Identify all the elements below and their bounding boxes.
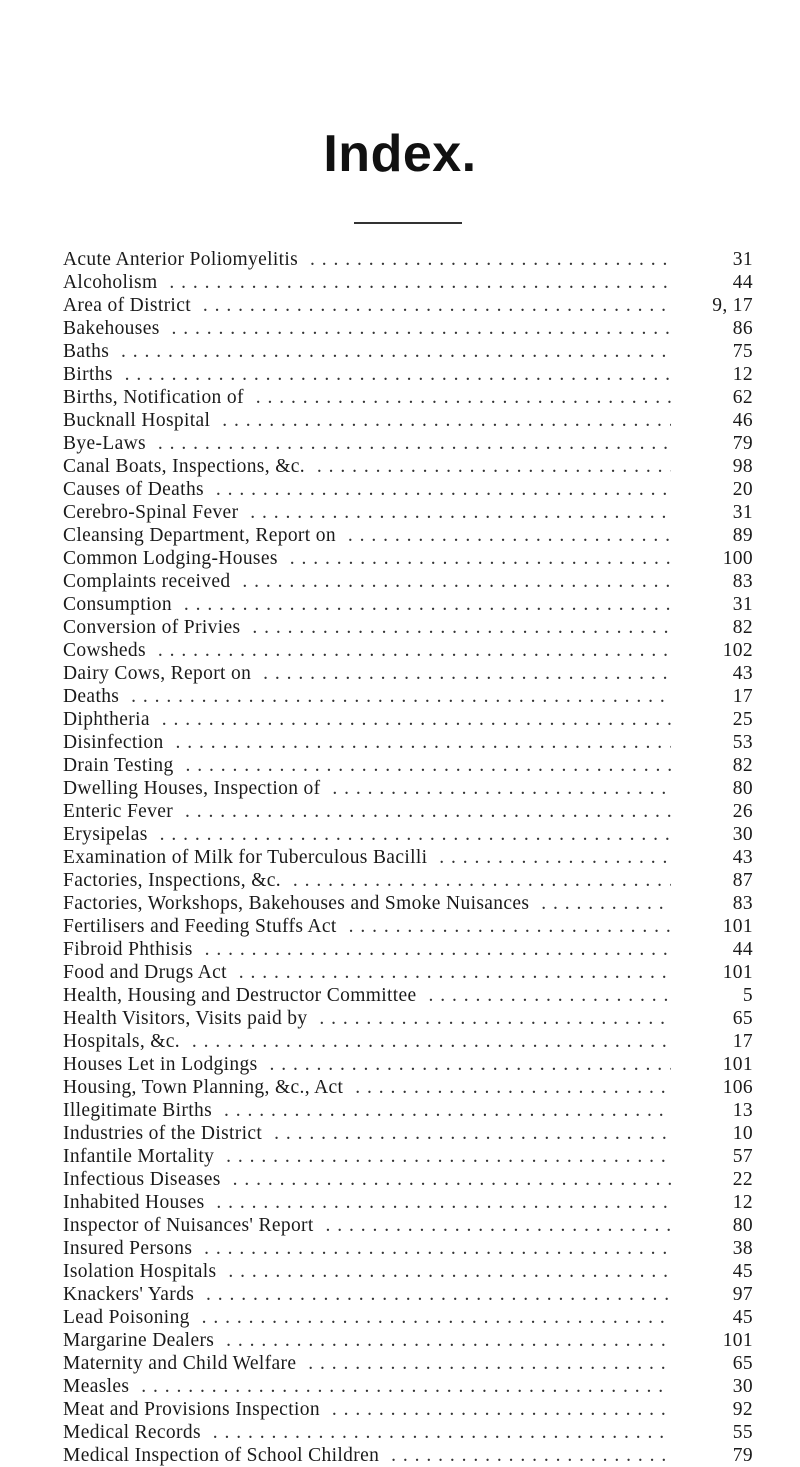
page-number: 12 — [671, 1191, 753, 1214]
index-term: Medical Records — [63, 1422, 207, 1443]
index-entry — [63, 317, 753, 340]
page-number: 83 — [671, 892, 753, 915]
index-entry — [63, 1168, 753, 1191]
dot-leader — [63, 616, 703, 639]
page-number: 44 — [671, 938, 753, 961]
index-term: Fibroid Phthisis — [63, 939, 199, 960]
page-number: 100 — [671, 547, 753, 570]
page-number: 101 — [671, 961, 753, 984]
index-term: Area of District — [63, 295, 197, 316]
index-entry — [63, 1421, 753, 1444]
index-entry — [63, 892, 753, 915]
index-entry — [63, 869, 753, 892]
index-entry — [63, 547, 753, 570]
index-term: Cleansing Department, Report on — [63, 525, 342, 546]
index-term: Complaints received — [63, 571, 236, 592]
index-term: Acute Anterior Poliomyelitis — [63, 249, 304, 270]
dot-leader — [63, 271, 703, 294]
index-term: Examination of Milk for Tuberculous Bacilli — [63, 847, 433, 868]
index-entry — [63, 1122, 753, 1145]
index-term: Baths — [63, 341, 115, 362]
index-term: Cowsheds — [63, 640, 152, 661]
index-entry — [63, 1283, 753, 1306]
page-number: 43 — [671, 846, 753, 869]
index-term: Conversion of Privies — [63, 617, 246, 638]
dot-leader — [63, 1053, 703, 1076]
dot-leader — [63, 961, 703, 984]
index-term: Houses Let in Lodgings — [63, 1054, 264, 1075]
page-number: 62 — [671, 386, 753, 409]
dot-leader — [63, 547, 703, 570]
page-number: 55 — [671, 1421, 753, 1444]
index-entry — [63, 639, 753, 662]
dot-leader — [63, 1260, 703, 1283]
title-rule — [354, 222, 462, 224]
page-number: 10 — [671, 1122, 753, 1145]
index-entry — [63, 662, 753, 685]
index-term: Hospitals, &c. — [63, 1031, 186, 1052]
index-entry — [63, 1237, 753, 1260]
dot-leader — [63, 892, 703, 915]
dot-leader — [63, 1191, 703, 1214]
page-number: 101 — [671, 915, 753, 938]
page-number: 31 — [671, 593, 753, 616]
index-term: Common Lodging-Houses — [63, 548, 284, 569]
index-term: Inhabited Houses — [63, 1192, 211, 1213]
page-number: 82 — [671, 754, 753, 777]
dot-leader — [63, 1444, 703, 1467]
page-number: 25 — [671, 708, 753, 731]
dot-leader — [63, 1283, 703, 1306]
index-term: Drain Testing — [63, 755, 180, 776]
page-number: 82 — [671, 616, 753, 639]
dot-leader — [63, 800, 703, 823]
index-term: Industries of the District — [63, 1123, 268, 1144]
dot-leader — [63, 1099, 703, 1122]
index-term: Bucknall Hospital — [63, 410, 216, 431]
index-entry — [63, 1053, 753, 1076]
dot-leader — [63, 317, 703, 340]
index-term: Causes of Deaths — [63, 479, 210, 500]
index-entry — [63, 340, 753, 363]
dot-leader — [63, 823, 703, 846]
index-entry — [63, 363, 753, 386]
dot-leader — [63, 731, 703, 754]
index-term: Births — [63, 364, 119, 385]
index-entry — [63, 846, 753, 869]
dot-leader — [63, 409, 703, 432]
index-entry — [63, 248, 753, 271]
index-term: Health, Housing and Destructor Committee — [63, 985, 423, 1006]
index-term: Housing, Town Planning, &c., Act — [63, 1077, 349, 1098]
index-term: Consumption — [63, 594, 178, 615]
dot-leader — [63, 455, 703, 478]
dot-leader — [63, 1122, 703, 1145]
page-number: 9, 17 — [671, 294, 753, 317]
page-number: 53 — [671, 731, 753, 754]
dot-leader — [63, 1168, 703, 1191]
index-term: Health Visitors, Visits paid by — [63, 1008, 314, 1029]
index-entry — [63, 800, 753, 823]
page-number: 106 — [671, 1076, 753, 1099]
index-entry — [63, 984, 753, 1007]
index-entry — [63, 1145, 753, 1168]
index-term: Illegitimate Births — [63, 1100, 218, 1121]
page-number: 45 — [671, 1260, 753, 1283]
index-term: Bye-Laws — [63, 433, 152, 454]
index-entry — [63, 570, 753, 593]
index-entry — [63, 1030, 753, 1053]
page-number: 43 — [671, 662, 753, 685]
dot-leader — [63, 685, 703, 708]
index-term: Factories, Workshops, Bakehouses and Smoke Nuisances — [63, 893, 535, 914]
dot-leader — [63, 938, 703, 961]
page-number: 80 — [671, 1214, 753, 1237]
page-number: 65 — [671, 1007, 753, 1030]
page-number: 65 — [671, 1352, 753, 1375]
index-entry — [63, 938, 753, 961]
page-number: 31 — [671, 248, 753, 271]
index-entry — [63, 731, 753, 754]
dot-leader — [63, 501, 703, 524]
index-entry — [63, 1260, 753, 1283]
index-term: Fertilisers and Feeding Stuffs Act — [63, 916, 343, 937]
index-entry — [63, 1398, 753, 1421]
index-term: Food and Drugs Act — [63, 962, 233, 983]
index-entry — [63, 685, 753, 708]
page-number: 79 — [671, 432, 753, 455]
dot-leader — [63, 1398, 703, 1421]
page-number: 38 — [671, 1237, 753, 1260]
index-entry — [63, 501, 753, 524]
dot-leader — [63, 869, 703, 892]
index-list — [63, 248, 753, 1467]
page-number: 75 — [671, 340, 753, 363]
index-entry — [63, 455, 753, 478]
dot-leader — [63, 984, 703, 1007]
dot-leader — [63, 662, 703, 685]
index-entry — [63, 1191, 753, 1214]
index-term: Maternity and Child Welfare — [63, 1353, 302, 1374]
page-number: 97 — [671, 1283, 753, 1306]
dot-leader — [63, 915, 703, 938]
dot-leader — [63, 754, 703, 777]
dot-leader — [63, 708, 703, 731]
dot-leader — [63, 777, 703, 800]
index-entry — [63, 1352, 753, 1375]
dot-leader — [63, 1145, 703, 1168]
index-entry — [63, 961, 753, 984]
index-entry — [63, 524, 753, 547]
index-term: Infantile Mortality — [63, 1146, 220, 1167]
dot-leader — [63, 570, 703, 593]
index-term: Infectious Diseases — [63, 1169, 227, 1190]
index-term: Inspector of Nuisances' Report — [63, 1215, 320, 1236]
index-entry — [63, 1329, 753, 1352]
page-number: 102 — [671, 639, 753, 662]
page-title: Index. — [323, 125, 477, 183]
index-term: Margarine Dealers — [63, 1330, 220, 1351]
page-number: 98 — [671, 455, 753, 478]
index-entry — [63, 1444, 753, 1467]
page-number: 83 — [671, 570, 753, 593]
page-number: 87 — [671, 869, 753, 892]
dot-leader — [63, 432, 703, 455]
index-entry — [63, 708, 753, 731]
dot-leader — [63, 1030, 703, 1053]
index-entry — [63, 1007, 753, 1030]
index-entry — [63, 478, 753, 501]
page-number: 12 — [671, 363, 753, 386]
index-entry — [63, 593, 753, 616]
dot-leader — [63, 1306, 703, 1329]
index-entry — [63, 294, 753, 317]
index-term: Diphtheria — [63, 709, 156, 730]
page-number: 45 — [671, 1306, 753, 1329]
dot-leader — [63, 1329, 703, 1352]
dot-leader — [63, 639, 703, 662]
page-number: 30 — [671, 823, 753, 846]
index-entry — [63, 915, 753, 938]
index-entry — [63, 754, 753, 777]
dot-leader — [63, 1352, 703, 1375]
index-entry — [63, 1306, 753, 1329]
dot-leader — [63, 1007, 703, 1030]
index-term: Alcoholism — [63, 272, 164, 293]
index-entry — [63, 1375, 753, 1398]
page-number: 57 — [671, 1145, 753, 1168]
page-number: 13 — [671, 1099, 753, 1122]
index-term: Canal Boats, Inspections, &c. — [63, 456, 311, 477]
index-entry — [63, 271, 753, 294]
dot-leader — [63, 363, 703, 386]
page-number: 101 — [671, 1329, 753, 1352]
index-term: Medical Inspection of School Children — [63, 1445, 385, 1466]
index-term: Enteric Fever — [63, 801, 179, 822]
index-term: Insured Persons — [63, 1238, 198, 1259]
dot-leader — [63, 846, 703, 869]
index-entry — [63, 432, 753, 455]
page-number: 30 — [671, 1375, 753, 1398]
dot-leader — [63, 248, 703, 271]
page-number: 86 — [671, 317, 753, 340]
page-number: 26 — [671, 800, 753, 823]
index-entry — [63, 823, 753, 846]
page-number: 31 — [671, 501, 753, 524]
page-number: 20 — [671, 478, 753, 501]
page-number: 80 — [671, 777, 753, 800]
dot-leader — [63, 524, 703, 547]
index-term: Dairy Cows, Report on — [63, 663, 257, 684]
index-entry — [63, 1099, 753, 1122]
index-term: Measles — [63, 1376, 135, 1397]
dot-leader — [63, 1375, 703, 1398]
page-number: 79 — [671, 1444, 753, 1467]
page-number: 22 — [671, 1168, 753, 1191]
index-term: Dwelling Houses, Inspection of — [63, 778, 326, 799]
index-entry — [63, 777, 753, 800]
dot-leader — [63, 386, 703, 409]
index-entry — [63, 1076, 753, 1099]
index-term: Factories, Inspections, &c. — [63, 870, 287, 891]
dot-leader — [63, 1421, 703, 1444]
dot-leader — [63, 340, 703, 363]
page-number: 17 — [671, 1030, 753, 1053]
dot-leader — [63, 1237, 703, 1260]
index-term: Cerebro-Spinal Fever — [63, 502, 244, 523]
index-term: Births, Notification of — [63, 387, 250, 408]
dot-leader — [63, 478, 703, 501]
page-number: 17 — [671, 685, 753, 708]
index-term: Isolation Hospitals — [63, 1261, 222, 1282]
index-entry — [63, 386, 753, 409]
page-number: 44 — [671, 271, 753, 294]
index-term: Lead Poisoning — [63, 1307, 196, 1328]
page-number: 46 — [671, 409, 753, 432]
index-entry — [63, 616, 753, 639]
dot-leader — [63, 1214, 703, 1237]
index-term: Disinfection — [63, 732, 170, 753]
index-term: Deaths — [63, 686, 125, 707]
index-term: Erysipelas — [63, 824, 154, 845]
index-entry — [63, 409, 753, 432]
dot-leader — [63, 294, 703, 317]
index-term: Meat and Provisions Inspection — [63, 1399, 326, 1420]
page-number: 89 — [671, 524, 753, 547]
index-term: Bakehouses — [63, 318, 166, 339]
index-entry — [63, 1214, 753, 1237]
dot-leader — [63, 1076, 703, 1099]
index-term: Knackers' Yards — [63, 1284, 200, 1305]
dot-leader — [63, 593, 703, 616]
page-number: 5 — [671, 984, 753, 1007]
page-number: 92 — [671, 1398, 753, 1421]
page-number: 101 — [671, 1053, 753, 1076]
